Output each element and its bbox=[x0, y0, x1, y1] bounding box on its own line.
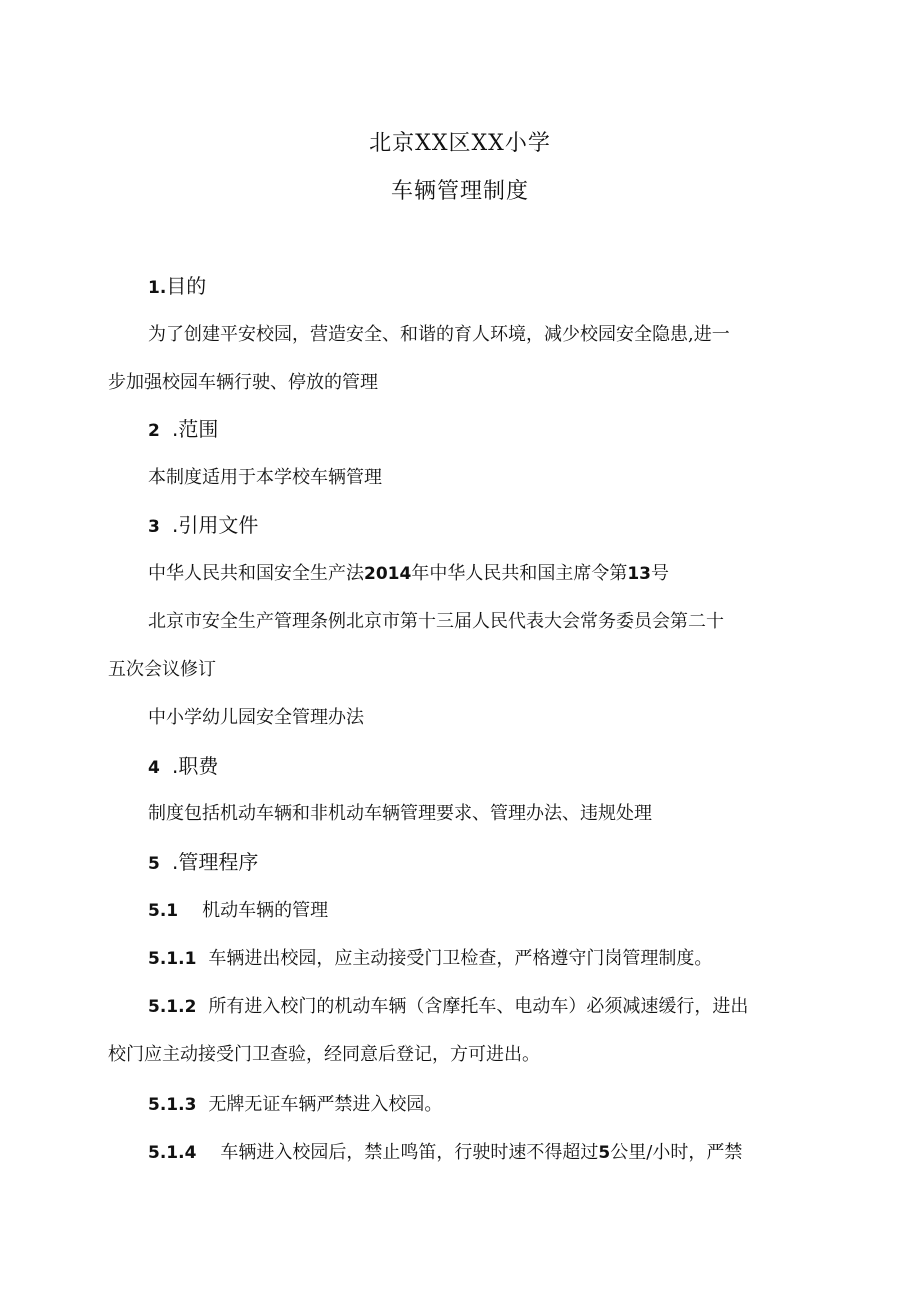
item-5-1-4-number: 5.1.4 bbox=[148, 1143, 197, 1163]
section-4-body: 制度包括机动车辆和非机动车辆管理要求、管理办法、违规处理 bbox=[148, 803, 652, 824]
section-1-number: 1. bbox=[148, 278, 167, 298]
item-5-1-2-text: 所有进入校门的机动车辆（含摩托车、电动车）必须减速缓行，进出 bbox=[208, 996, 749, 1017]
item-5-1-1-text: 车辆进出校园，应主动接受门卫检查，严格遵守门岗管理制度。 bbox=[208, 948, 713, 969]
reference-2-line2: 五次会议修订 bbox=[108, 659, 216, 680]
item-5-1-2-line2: 校门应主动接受门卫查验，经同意后登记，方可进出。 bbox=[108, 1044, 540, 1065]
section-2-heading bbox=[148, 416, 848, 444]
reference-1-order-number: 13 bbox=[627, 564, 651, 584]
section-4-number: 4 bbox=[148, 758, 160, 778]
item-5-1-4-text-end: 公里/小时，严禁 bbox=[610, 1142, 743, 1163]
reference-1-name: 中华人民共和国安全生产法 bbox=[148, 563, 364, 584]
subsection-5-1 bbox=[148, 898, 848, 924]
reference-1-year: 2014 bbox=[364, 564, 412, 584]
item-5-1-1 bbox=[148, 946, 848, 972]
section-5-title: .管理程序 bbox=[172, 850, 259, 874]
section-4-heading bbox=[148, 753, 848, 781]
item-5-1-3 bbox=[148, 1092, 848, 1118]
section-4-title: .职费 bbox=[172, 754, 219, 778]
subsection-5-1-title: 机动车辆的管理 bbox=[202, 900, 329, 921]
section-5-number: 5 bbox=[148, 854, 160, 874]
reference-1-order-text: 年中华人民共和国主席令第 bbox=[411, 563, 628, 584]
section-3-heading bbox=[148, 512, 848, 540]
item-5-1-3-number: 5.1.3 bbox=[148, 1095, 197, 1115]
item-5-1-4-text: 车辆进入校园后，禁止鸣笛，行驶时速不得超过 bbox=[220, 1142, 599, 1163]
section-3-title: .引用文件 bbox=[172, 513, 259, 537]
school-name: 北京XX区XX小学 bbox=[369, 131, 551, 156]
item-5-1-2-number: 5.1.2 bbox=[148, 997, 197, 1017]
item-5-1-4-speed: 5 bbox=[598, 1143, 611, 1163]
section-2-title: .范围 bbox=[172, 417, 219, 441]
subsection-5-1-number: 5.1 bbox=[148, 901, 179, 921]
section-1-heading bbox=[148, 273, 848, 301]
section-1-title: 目的 bbox=[166, 274, 207, 298]
section-2-body: 本制度适用于本学校车辆管理 bbox=[148, 467, 382, 488]
reference-1-suffix: 号 bbox=[651, 563, 669, 584]
reference-2-line1: 北京市安全生产管理条例北京市第十三届人民代表大会常务委员会第二十 bbox=[148, 611, 724, 632]
item-5-1-3-text: 无牌无证车辆严禁进入校园。 bbox=[208, 1094, 443, 1115]
item-5-1-1-number: 5.1.1 bbox=[148, 949, 197, 969]
item-5-1-4 bbox=[148, 1140, 848, 1166]
section-1-body-line2: 步加强校园车辆行驶、停放的管理 bbox=[108, 372, 378, 393]
reference-3: 中小学幼儿园安全管理办法 bbox=[148, 707, 364, 728]
section-1-body-line1: 为了创建平安校园，营造安全、和谐的育人环境，减少校园安全隐患,进一 bbox=[148, 324, 730, 345]
item-5-1-2-line1 bbox=[148, 994, 848, 1020]
section-3-number: 3 bbox=[148, 517, 160, 537]
reference-1 bbox=[148, 561, 848, 587]
section-5-heading bbox=[148, 849, 848, 877]
document-title: 车辆管理制度 bbox=[390, 179, 529, 204]
section-2-number: 2 bbox=[148, 421, 160, 441]
